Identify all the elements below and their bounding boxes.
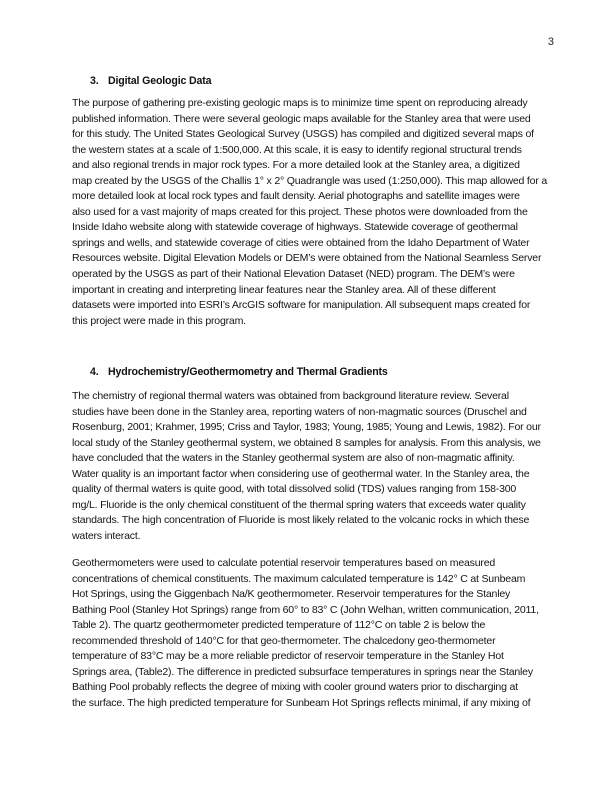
text-line: Inside Idaho website along with statewide coverage of highways. Statewide coverage of geothermal (72, 221, 518, 234)
section-number: 4. (90, 366, 99, 378)
section-title: Digital Geologic Data (108, 75, 212, 87)
page-number: 3 (547, 36, 554, 48)
section-4-heading (90, 366, 388, 378)
section-4-paragraph-1 (72, 389, 548, 544)
text-line: mg/L. Fluoride is the only chemical constituent of the thermal spring waters that exceeds water quality (72, 498, 526, 511)
text-line: Bathing Pool (Stanley Hot Springs) range from 60° to 83° C (John Welhan, written communication, 2011, (72, 603, 539, 616)
text-line: important in creating and interpreting linear features near the Stanley area. All of these different (72, 283, 496, 296)
text-line: the surface. The high predicted temperature for Sunbeam Hot Springs reflects minimal, if any mixing of (72, 696, 531, 709)
text-line: Springs area, (Table2). The difference in predicted subsurface temperatures in springs near the Stanley (72, 665, 533, 678)
text-line: Table 2). The quartz geothermometer predicted temperature of 112°C on table 2 is below the (72, 619, 486, 632)
text-line: and also regional trends in major rock types. For a more detailed look at the Stanley area, a digitized (72, 159, 520, 172)
text-line: The chemistry of regional thermal waters was obtained from background literature review. Several (72, 390, 509, 402)
text-line: Bathing Pool probably reflects the degree of mixing with cooler ground waters prior to discharging at (72, 681, 518, 694)
text-line: this project were made in this program. (72, 314, 246, 327)
section-title: Hydrochemistry/Geothermometry and Thermal Gradients (108, 366, 388, 378)
text-line: concentrations of chemical constituents. The maximum calculated temperature is 142° C at Sunbeam (72, 572, 526, 585)
text-line: springs and wells, and statewide coverage of cities were obtained from the Idaho Department of Water (72, 236, 530, 249)
text-line: Water quality is an important factor when considering use of geothermal water. In the Stanley area, the (72, 467, 530, 480)
text-line: also used for a vast majority of maps created for this project. These photos were downloaded from the (72, 205, 528, 218)
text-line: the western states at a scale of 1:500,000. At this scale, it is easy to identify regional structural trends (72, 143, 522, 156)
text-line: quality of thermal waters is quite good, with total dissolved solid (TDS) values ranging from 158-300 (72, 483, 517, 496)
text-line: published information. There were several geologic maps available for the Stanley area that were used (72, 112, 531, 125)
section-3-heading (90, 75, 211, 87)
text-line: temperature of 83°C may be a more reliable predictor of reservoir temperature in the Stanley Hot (72, 650, 504, 663)
text-line: waters interact. (72, 529, 141, 542)
text-line: Resources website. Digital Elevation Models or DEM’s were obtained from the National Seamless Server (72, 252, 542, 265)
section-number: 3. (90, 75, 99, 87)
text-line: more detailed look at local rock types and fault density. Aerial photographs and satellite images were (72, 190, 520, 203)
text-line: map created by the USGS of the Challis 1° x 2° Quadrangle was used (1:250,000). This map allowed for a (72, 174, 548, 187)
section-3-paragraph-1 (72, 96, 548, 329)
text-line: studies have been done in the Stanley area, reporting waters of non-magmatic sources (Druschel and (72, 405, 527, 418)
text-line: standards. The high concentration of Fluoride is most likely related to the volcanic rocks in which these (72, 514, 530, 527)
text-line: recommended threshold of 140°C for that geo-thermometer. The chalcedony geo-thermometer (72, 634, 496, 647)
text-line: for this study. The United States Geological Survey (USGS) has compiled and digitized several maps of (72, 128, 534, 141)
text-line: The purpose of gathering pre-existing geologic maps is to minimize time spent on reproducing already (72, 97, 528, 109)
text-line: Rosenburg, 2001; Krahmer, 1995; Criss and Taylor, 1983; Young, 1985; Young and Lewis, 1982). For our (72, 421, 541, 434)
text-line: Geothermometers were used to calculate potential reservoir temperatures based on measured (72, 557, 496, 569)
text-line: Hot Springs, using the Giggenbach Na/K geothermometer. Reservoir temperatures for the Stanley (72, 588, 511, 601)
text-line: datasets were imported into ESRI’s ArcGIS software for manipulation. All subsequent maps created for (72, 299, 531, 312)
section-4-paragraph-2 (72, 556, 548, 711)
text-line: have concluded that the waters in the Stanley geothermal system are also of non-magmatic affinity. (72, 452, 515, 465)
text-line: local study of the Stanley geothermal system, we obtained 8 samples for analysis. From this analysis, we (72, 436, 541, 449)
text-line: operated by the USGS as part of their National Elevation Dataset (NED) program. The DEM’s were (72, 268, 515, 281)
